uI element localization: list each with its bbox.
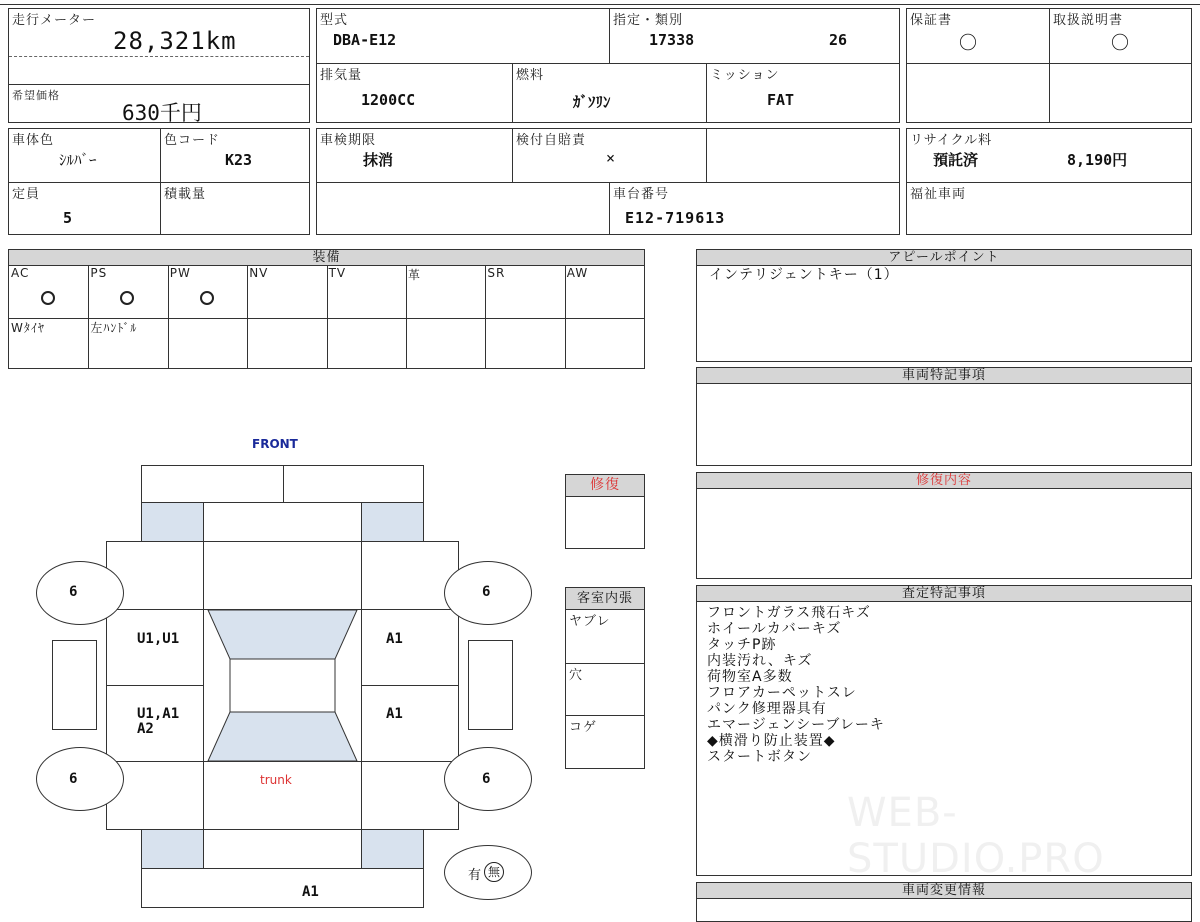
rear-left-light [141,829,204,869]
assessment-line: フロントガラス飛石キズ [707,605,871,621]
spec-vline-3 [706,63,707,123]
equipment-item-ac: AC [11,266,30,280]
equipment-item-tv: TV [328,266,347,280]
recycle-label: リサイクル料 [910,133,993,148]
repair-box [565,474,645,549]
recycle-box [906,128,1192,235]
special-box [696,367,1192,466]
repair-box-title: 修復 [566,475,644,497]
designation-value-2: 26 [829,31,848,49]
hood [203,502,362,542]
front-left-light [141,502,204,542]
repair-detail-box [696,472,1192,579]
rear-bumper-value: A1 [302,884,319,900]
equipment-col-divider [565,266,566,368]
color-code-label: 色コード [164,133,221,148]
left-front-door-value: U1,U1 [137,631,180,647]
assessment-box [696,585,1192,882]
spec-vline-1 [609,9,610,63]
manual-value: 〇 [1111,33,1129,54]
equipment-item-nv: NV [249,266,269,280]
mission-value: FAT [767,91,795,109]
fuel-value: ｶﾞｿﾘﾝ [573,93,611,111]
inspection-label: 車検期限 [320,133,377,148]
spare-no-label: 無 [484,862,504,882]
right-front-door [361,609,459,686]
equipment-item-pw: PW [169,266,191,280]
body-color-label: 車体色 [12,133,55,148]
front-bumper-left [141,465,284,503]
assessment-line: 内装汚れ、キズ [707,653,813,669]
change-info-box [696,882,1192,922]
interior-item-burn: コゲ [569,720,598,735]
insp-vline-2 [706,129,707,182]
rear-bumper [141,868,424,908]
rear-window [208,712,357,761]
left-rear-door-value-1: U1,A1 [137,706,180,722]
meter-value: 28,321km [113,27,237,55]
repair-detail-title: 修復内容 [697,473,1191,489]
equipment-item-sr: SR [487,266,506,280]
equipment-item-aw: AW [566,266,589,280]
right-sill [468,640,513,730]
roof [230,659,335,712]
assessment-line: ◆横滑り防止装置◆ [707,733,836,749]
appeal-title: アピールポイント [697,250,1191,266]
rear-right-light [361,829,424,869]
appeal-box [696,249,1192,362]
equipment-row2-item: 左ﾊﾝﾄﾞﾙ [90,321,138,335]
assessment-line: タッチP跡 [707,637,777,653]
capacity-label: 定員 [12,187,41,202]
equipment-item-ps: PS [90,266,108,280]
designation-label: 指定・類別 [613,13,684,28]
chassis-value: E12-719613 [625,209,726,227]
assessment-line: ホイールカバーキズ [707,621,842,637]
equipment-item-革: 革 [408,268,422,282]
assessment-title: 査定特記事項 [697,586,1191,602]
chassis-label: 車台番号 [613,187,670,202]
inspection-value: 抹消 [363,151,394,169]
interior-item-tear: ヤブレ [569,614,611,629]
appeal-text: インテリジェントキー（1） [709,267,899,283]
assessment-line: フロアカーペットスレ [707,685,857,701]
interior-item-hole: 穴 [569,668,584,683]
mission-label: ミッション [710,68,780,83]
tire-front-left [36,561,124,625]
tire-rear-right-value: 6 [482,771,491,787]
recycle-amount: 8,190円 [1067,151,1128,169]
windshield [208,610,357,659]
watermark: WEB-STUDIO.PRO [847,790,1105,882]
manual-label: 取扱説明書 [1053,13,1124,28]
fuel-label: 燃料 [516,68,545,83]
hood-rear [203,541,362,610]
front-bumper-right [283,465,424,503]
insp-vline-3 [609,182,610,235]
front-right-light [361,502,424,542]
meter-label: 走行メーター [12,13,97,28]
assessment-line: パンク修理器具有 [707,701,827,717]
warranty-label: 保証書 [910,13,953,28]
load-label: 積載量 [164,187,207,202]
capacity-value: 5 [63,209,73,227]
front-label: FRONT [252,437,298,451]
price-value: 630千円 [122,101,202,125]
body-color-value: ｼﾙﾊﾞｰ [59,151,97,169]
left-sill [52,640,97,730]
price-label: 希望価格 [12,89,60,102]
assessment-line: エマージェンシーブレーキ [707,717,885,733]
tire-front-right-value: 6 [482,584,491,600]
equipment-row2-item: Wﾀｲﾔ [11,321,45,335]
right-front-door-value: A1 [386,631,403,647]
right-rear-door-value: A1 [386,706,403,722]
tire-front-left-value: 6 [69,584,78,600]
model-value: DBA-E12 [333,31,397,49]
interior-title: 客室内張 [566,588,644,610]
change-info-title: 車両変更情報 [697,883,1191,899]
trunk-lid [203,761,362,830]
insurance-value: × [606,149,616,167]
right-rear-door [361,685,459,762]
displacement-value: 1200CC [361,91,416,109]
car-diagram [0,0,560,900]
docs-box [906,8,1192,123]
designation-value-1: 17338 [649,31,695,49]
trunk-label: trunk [260,773,292,787]
warranty-value: 〇 [959,33,977,54]
left-front-door [106,609,204,686]
interior-box [565,587,645,769]
docs-vline [1049,9,1050,122]
color-code-value: K23 [225,151,253,169]
tire-rear-left [36,747,124,811]
recycle-status: 預託済 [933,151,979,169]
left-rear-door [106,685,204,762]
displacement-label: 排気量 [320,68,363,83]
left-rear-door-value-2: A2 [137,721,154,737]
special-title: 車両特記事項 [697,368,1191,384]
welfare-label: 福祉車両 [910,187,967,202]
spare-yes-label: 有 [468,868,482,883]
insurance-label: 検付自賠責 [516,133,587,148]
docs-hline [907,63,1191,64]
equipment-title: 装備 [9,250,644,266]
assessment-line: 荷物室A多数 [707,669,793,685]
model-label: 型式 [320,13,349,28]
tire-rear-left-value: 6 [69,771,78,787]
rear-panel [203,829,362,869]
assessment-line: スタートボタン [707,749,812,765]
cabin-glass [203,609,362,762]
